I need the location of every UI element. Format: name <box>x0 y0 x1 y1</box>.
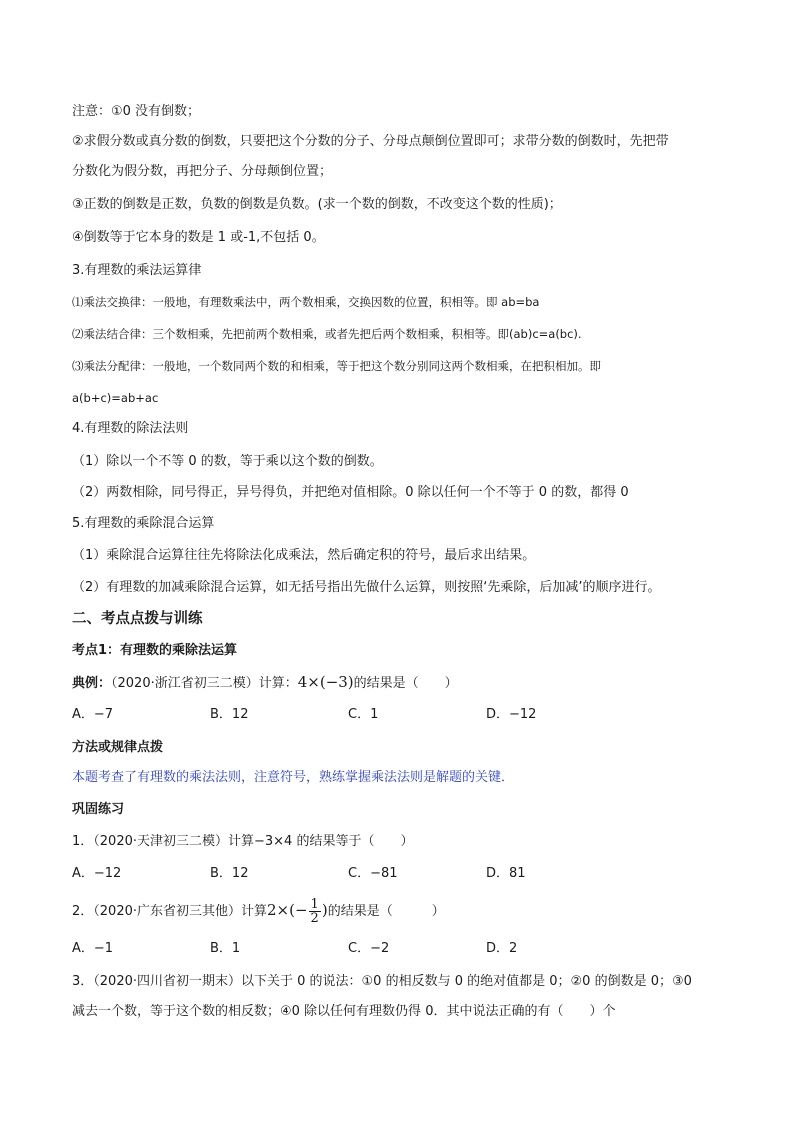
mixed-rule-1: （1）乘除混合运算往往先将除法化成乘法，然后确定积的符号，最后求出结果。 <box>72 548 536 563</box>
keypoint-1-title: 考点1：有理数的乘除法运算 <box>72 643 238 658</box>
law-commutative: ⑴乘法交换律：一般地，有理数乘法中，两个数相乘，交换因数的位置，积相等。即 ab=ba <box>72 295 540 309</box>
example-option-b: B．12 <box>210 707 249 722</box>
example-label: 典例： <box>72 676 112 691</box>
note-2-line-1: ②求假分数或真分数的倒数，只要把这个分数的分子、分母点颠倒位置即可；求带分数的倒数时，先把带 <box>72 134 669 149</box>
q1-option-d: D．81 <box>486 866 526 881</box>
section-2-title: 二、考点点拨与训练 <box>72 611 203 627</box>
q2-fraction-numerator: 1 <box>310 897 319 912</box>
q2-option-b: B．1 <box>210 941 241 956</box>
practice-q2 <box>72 898 445 925</box>
mixed-title: 5.有理数的乘除混合运算 <box>72 516 215 531</box>
q1-option-b: B．12 <box>210 866 249 881</box>
example-text: （2020·浙江省初三二模）计算： <box>111 676 298 691</box>
q2-tail: 的结果是（ ） <box>327 904 445 919</box>
example-option-c: C．1 <box>348 707 379 722</box>
law-associative: ⑵乘法结合律：三个数相乘，先把前两个数相乘，或者先把后两个数相乘，积相等。即(ab)c=a(bc). <box>72 327 582 341</box>
division-rule-2: （2）两数相除，同号得正，异号得负，并把绝对值相除。0 除以任何一个不等于 0 的数，都得 0 <box>72 485 629 500</box>
q2-option-c: C．−2 <box>348 941 390 956</box>
practice-q3-line-2: 减去一个数，等于这个数的相反数；④0 除以任何有理数仍得 0．其中说法正确的有（ ）个 <box>72 1004 616 1019</box>
division-rule-1: （1）除以一个不等 0 的数，等于乘以这个数的倒数。 <box>72 454 383 469</box>
law-distributive-line-1: ⑶乘法分配律：一般地，一个数同两个数的和相乘，等于把这个数分别同这两个数相乘，在把积相加。即 <box>72 359 601 373</box>
practice-q1: 1．（2020·天津初三二模）计算−3×4 的结果等于（ ） <box>72 834 414 849</box>
division-title: 4.有理数的除法法则 <box>72 421 189 436</box>
laws-title: 3.有理数的乘法运算律 <box>72 263 202 278</box>
example-line <box>72 673 458 693</box>
q2-expression-post: ) <box>321 901 328 919</box>
example-option-d: D．−12 <box>486 707 537 722</box>
example-tail: 的结果是（ ） <box>353 676 458 691</box>
q2-option-a: A．−1 <box>72 941 114 956</box>
q1-option-c: C．−81 <box>348 866 398 881</box>
q2-fraction <box>309 898 321 925</box>
note-3: ③正数的倒数是正数，负数的倒数是负数。(求一个数的倒数，不改变这个数的性质)； <box>72 197 562 212</box>
method-text: 本题考查了有理数的乘法法则，注意符号，熟练掌握乘法法则是解题的关键． <box>72 770 515 785</box>
note-4: ④倒数等于它本身的数是 1 或-1,不包括 0。 <box>72 230 325 245</box>
q2-text: 2．（2020·广东省初三其他）计算 <box>72 904 267 919</box>
example-option-a: A．−7 <box>72 707 114 722</box>
note-2-line-2: 分数化为假分数，再把分子、分母颠倒位置； <box>72 164 333 179</box>
practice-title: 巩固练习 <box>72 802 125 817</box>
note-1: 注意：①0 没有倒数； <box>72 104 201 119</box>
law-distributive-line-2: a(b+c)=ab+ac <box>72 391 159 405</box>
mixed-rule-2: （2）有理数的加减乘除混合运算，如无括号指出先做什么运算，则按照‘先乘除，后加减’的顺序进行。 <box>72 580 661 595</box>
example-expression: 4×(−3) <box>297 673 354 691</box>
method-title: 方法或规律点拨 <box>72 740 164 755</box>
practice-q3-line-1: 3．（2020·四川省初一期末）以下关于 0 的说法：①0 的相反数与 0 的绝对值都是 0；②0 的倒数是 0；③0 <box>72 974 692 989</box>
q1-option-a: A．−12 <box>72 866 122 881</box>
q2-option-d: D．2 <box>486 941 518 956</box>
q2-expression-pre: 2×(− <box>267 901 308 919</box>
q2-fraction-denominator: 2 <box>310 911 319 926</box>
